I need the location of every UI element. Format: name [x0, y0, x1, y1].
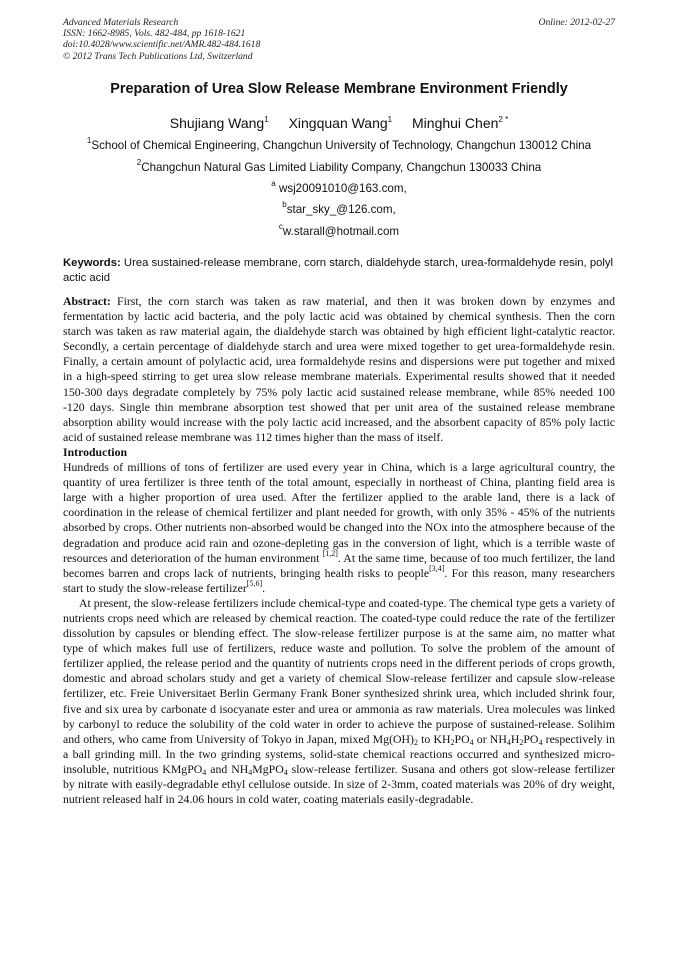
email-mark: c: [278, 222, 283, 231]
keywords: [63, 256, 615, 286]
paragraph-text: slow-release fertilizer. Susana and others got slow-release fertilizer by nitrate with easily-degradable ethyl cellulose outside. In size of 2-3mm, coated materials was 20% of dry weight, nutrient released half in 24.06 hours in cold water, coating materials easily-degradable.: [63, 761, 615, 807]
keywords-text: Urea sustained-release membrane, corn starch, dialdehyde starch, urea-formaldehyde resin, polyl actic acid: [63, 257, 614, 284]
citation: [5,6]: [246, 578, 263, 588]
subscript: 4: [202, 767, 207, 777]
doi-line: doi:10.4028/www.scientific.net/AMR.482-484.1618: [63, 39, 261, 51]
email: [63, 200, 615, 217]
affiliation: [63, 136, 615, 153]
section-heading: Introduction: [63, 444, 128, 459]
paragraph-text: Hundreds of millions of tons of fertilizer are used every year in China, which is a large agricultural country, the quantity of urea fertilizer is three tenth of the total amount, especially in northeast of China, planting field area is large with a higher proportion of urea used. After the fertilizer applied to the arable land, there is a lack of coordination in the release of chemical fertilizer and plant needed for growth, with only 35% - 45% of the nutrients absorbed by crops. Other nutrients non-absorbed would be changed into the NOx into the atmosphere because of the degradation and produce acid rain and ozone-depleting gas in the conversion of light, which is a terrible waste of resources and deterioration of the human environment: [63, 460, 615, 565]
paragraph-text: At present, the slow-release fertilizers include chemical-type and coated-type. The chemical type gets a variety of nutrients crops need which are released by chemical reaction. The coated-type could reduce the rate of the fertilizer dissolution by capsules or blending effect. The slow-release fertilizer purpose is at the same aim, no matter what type of which makes full use of fertilizers, reduce waste and pollution. To solve the problem of the amount of fertilizer applied, the release period and the quantity of nutrients crops need in the different periods of crops growth, domestic and abroad scholars study and get a variety of chemical Slow-release fertilizer and capsule slow-release fertilizer, etc. Freie Universitaet Berlin Germany Frank Boner synthesized shrink urea, which included shrink four, five and six urea by carbonate d isocyanate ester and urea or ammonia as raw materials. Urea molecules was linked by carbonyl to reduce the solubility of the cold water in order to achieve the purpose of sustained-release. Solihim and others, who came from University of Tokyo in Japan, mixed Mg(OH): [63, 595, 615, 746]
author-affiliation-mark: 1: [264, 115, 269, 124]
citation: [3,4]: [429, 563, 445, 573]
subscript: 4: [469, 737, 474, 747]
subscript: 4: [283, 767, 288, 777]
paragraph-text: to KH: [417, 731, 451, 746]
journal-name: Advanced Materials Research: [63, 17, 179, 28]
author-list: [63, 114, 615, 132]
paragraph-text: PO: [454, 731, 470, 746]
abstract: [63, 294, 615, 445]
affiliation-mark: 1: [86, 136, 92, 145]
issn-line: ISSN: 1662-8985, Vols. 482-484, pp 1618-1621: [63, 28, 246, 40]
paragraph-text: and NH: [206, 761, 249, 776]
paper-body: [63, 294, 615, 807]
email: [63, 179, 615, 196]
subscript: 4: [248, 767, 253, 777]
affiliation-mark: 2: [136, 158, 142, 167]
affiliation: [63, 158, 615, 175]
paragraph-text: . At the same time, because of too much fertilizer, the land becomes barren and crops lack of nutrients, bringing health risks to people: [63, 550, 615, 580]
subscript: 2: [413, 737, 418, 747]
author-affiliation-mark: 2 *: [498, 115, 509, 124]
subscript: 4: [506, 737, 511, 747]
paper-title: Preparation of Urea Slow Release Membrane Environment Friendly: [110, 81, 568, 97]
paragraph-text: or NH: [473, 731, 507, 746]
affiliation-text: School of Chemical Engineering, Changchun University of Technology, Changchun 130012 China: [91, 139, 592, 152]
email-address: wsj20091010@163.com,: [275, 182, 407, 195]
citation: [1,2]: [322, 548, 338, 558]
paragraph-text: . For this reason, many researchers start to study the slow-release fertilizer: [63, 565, 615, 595]
journal-header: [63, 17, 615, 62]
subscript: 2: [450, 737, 455, 747]
paragraph-text: respectively in a ball grinding mill. In the two grinding systems, solid-state chemical reactions occurred and synthesized micro-insoluble, nutritious KMgPO: [63, 731, 615, 776]
subscript: 4: [538, 737, 543, 747]
subscript: 2: [519, 737, 524, 747]
email-mark: a: [271, 179, 276, 188]
paragraph: [63, 596, 615, 807]
author-name: Xingquan Wang: [288, 115, 388, 131]
copyright-line: © 2012 Trans Tech Publications Ltd, Switzerland: [63, 50, 253, 62]
online-date: Online: 2012-02-27: [538, 17, 615, 28]
abstract-text: First, the corn starch was taken as raw material, and then it was broken down by enzymes and fermentation by lactic acid bacteria, and the poly lactic acid was obtained by chemical synthesis. Then the corn starch was taken as raw material again, the dialdehyde starch was obtained by high efficient light-catalytic reactor. Secondly, a certain percentage of dialdehyde starch and urea were mixed together to get urea-formaldehyde resin. Finally, a certain amount of polylactic acid, urea formaldehyde resins and dispersions were put together and mixed in a high-speed stirring to get urea slow release membrane materials. Experimental results showed that it needed 150-300 days degradate completely by 75% poly lactic acid sustained release membrane, while 85% needed 100 -120 days. Single thin membrane absorption test showed that per unit area of the sustained release membrane absorption ability would increase with the poly lactic acid increased, and the absorbent capacity of 85% poly lactic acid of sustained release membrane was 112 times higher than the mass of itself.: [63, 294, 615, 444]
paragraph-text: MgPO: [252, 761, 284, 776]
email-mark: b: [282, 200, 287, 209]
email-address: star_sky_@126.com,: [286, 203, 396, 216]
author-name: Minghui Chen: [412, 115, 499, 131]
paragraph-text: PO: [523, 731, 539, 746]
author-name: Shujiang Wang: [169, 115, 265, 131]
author-affiliation-mark: 1: [387, 115, 393, 124]
abstract-label: Abstract:: [63, 294, 111, 308]
affiliation-text: Changchun Natural Gas Limited Liability Company, Changchun 130033 China: [141, 161, 542, 174]
email: [63, 222, 615, 239]
email-address: w.starall@hotmail.com: [282, 225, 400, 238]
paragraph-text: .: [262, 580, 266, 595]
paragraph: [63, 460, 615, 596]
paragraph-text: H: [510, 731, 520, 746]
keywords-label: Keywords:: [63, 257, 121, 269]
